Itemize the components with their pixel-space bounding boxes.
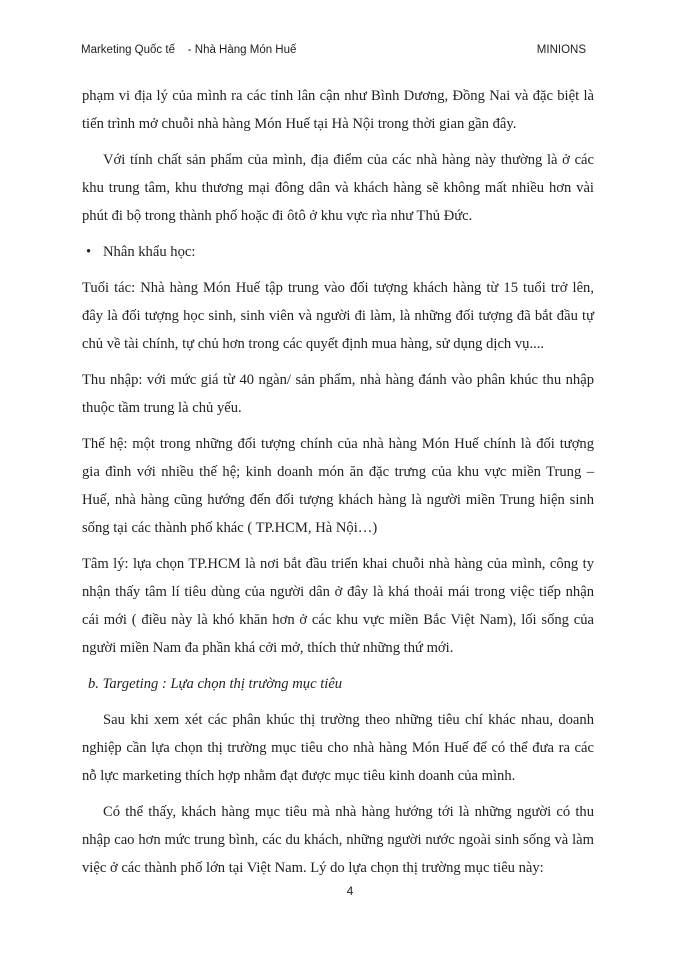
paragraph-income: Thu nhập: với mức giá từ 40 ngàn/ sản phẩm, nhà hàng đánh vào phân khúc thu nhập thuộc tầm trung là chủ yếu. (82, 372, 594, 416)
header-title: Marketing Quốc tế - Nhà Hàng Món Huế (81, 44, 297, 56)
paragraph-psychology: Tâm lý: lựa chọn TP.HCM là nơi bắt đầu triển khai chuỗi nhà hàng của mình, công ty nhận thấy tâm lí tiêu dùng của người dân ở đây là khá thoải mái trong việc tiếp nhận cái mới ( điều này là khó khăn hơn ở các khu vực miền Bắc Việt Nam), lối sống của người miền Nam đa phần khá cởi mở, thích thử những thứ mới. (82, 556, 594, 656)
document-body (82, 82, 594, 890)
page-number: 4 (346, 884, 354, 898)
header-team-name: MINIONS (536, 44, 586, 56)
paragraph-location: Với tính chất sản phẩm của mình, địa điểm của các nhà hàng này thường là ở các khu trung tâm, khu thương mại đông dân và khách hàng sẽ không mất nhiều hơn vài phút đi bộ trong thành phố hoặc đi ôtô ở khu vực rìa như Thủ Đức. (82, 152, 594, 224)
section-heading-targeting: b. Targeting : Lựa chọn thị trường mục tiêu (88, 676, 343, 692)
paragraph-generation: Thế hệ: một trong những đối tượng chính của nhà hàng Món Huế chính là đối tượng gia đình với nhiều thế hệ; kinh doanh món ăn đặc trưng của khu vực miền Trung – Huế, nhà hàng cũng hướng đến đối tượng khách hàng là người miền Trung hiện sinh sống tại các thành phố khác ( TP.HCM, Hà Nội…) (82, 436, 594, 536)
paragraph-targeting-intro: Sau khi xem xét các phân khúc thị trường theo những tiêu chí khác nhau, doanh nghiệp cần lựa chọn thị trường mục tiêu cho nhà hàng Món Huế để có thể đưa ra các nỗ lực marketing thích hợp nhằm đạt được mục tiêu kinh doanh của mình. (82, 712, 594, 784)
bullet-icon: • (86, 244, 92, 260)
paragraph-age: Tuổi tác: Nhà hàng Món Huế tập trung vào đối tượng khách hàng từ 15 tuổi trở lên, đây là đối tượng học sinh, sinh viên và người đi làm, là những đối tượng đã bắt đầu tự chủ về tài chính, tự chủ hơn trong các quyết định mua hàng, sử dụng dịch vụ.... (82, 280, 594, 352)
paragraph-target-customers: Có thể thấy, khách hàng mục tiêu mà nhà hàng hướng tới là những người có thu nhập cao hơn mức trung bình, các du khách, những người nước ngoài sinh sống và làm việc ở các thành phố lớn tại Việt Nam. Lý do lựa chọn thị trường mục tiêu này: (82, 804, 594, 876)
paragraph-geography-continued: phạm vi địa lý của mình ra các tỉnh lân cận như Bình Dương, Đồng Nai và đặc biệt là tiến trình mở chuỗi nhà hàng Món Huế tại Hà Nội trong thời gian gần đây. (82, 88, 594, 132)
bullet-label: Nhân khẩu học: (103, 244, 196, 260)
bullet-demographics (82, 238, 594, 266)
page-header (81, 44, 586, 62)
